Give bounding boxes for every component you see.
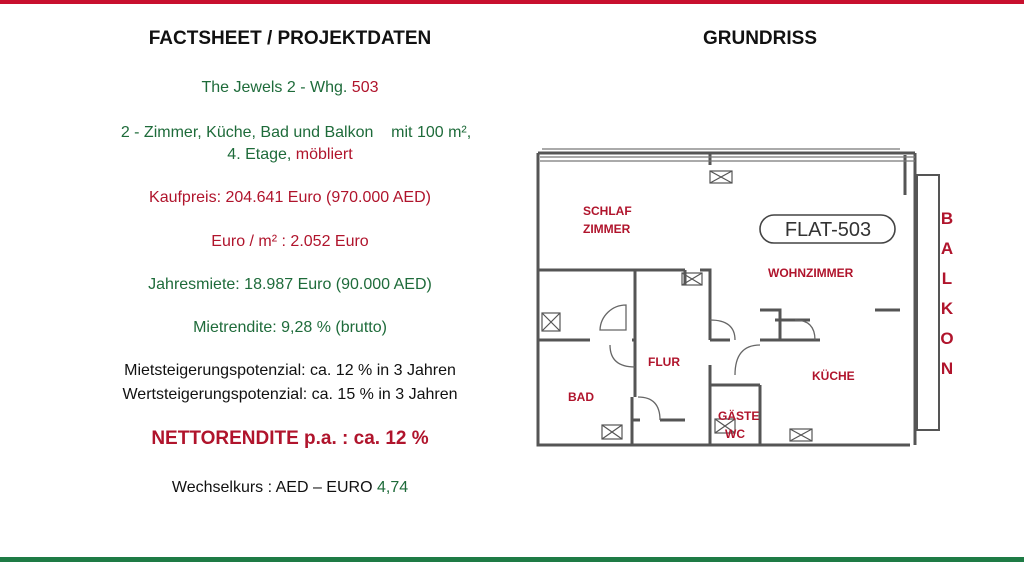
project-name: The Jewels 2 - Whg. [201,79,348,96]
balcony-letter: B [940,209,954,228]
balcony-frame [917,175,939,430]
net-yield: NETTORENDITE p.a. : ca. 12 % [151,428,429,449]
flat-label: FLAT-503 [784,219,872,241]
upper-partition [710,153,905,195]
door-swing [600,305,626,330]
balcony-letter: K [940,299,954,318]
balcony-letter: A [940,239,954,258]
balcony-letter: L [941,269,953,288]
exchange-rate-line [172,479,408,497]
exchange-rate-label: Wechselkurs : AED – EURO [171,479,377,496]
door-swing [710,320,735,340]
annual-rent: Jahresmiete: 18.987 Euro (90.000 AED) [148,276,432,293]
floorplan-title: GRUNDRISS [702,28,818,49]
kitchen-partition [760,310,900,340]
rental-yield: Mietrendite: 9,28 % (brutto) [193,319,387,336]
room-guest-1: GÄSTE [718,409,760,423]
purchase-price: Kaufpreis: 204.641 Euro (970.000 AED) [149,189,431,206]
rooms-line: 2 - Zimmer, Küche, Bad und Balkon mit 100 m², [120,124,472,141]
floor-line [227,146,352,164]
door-swing [638,397,660,420]
room-bath: BAD [568,390,594,404]
outer-wall [538,153,915,445]
balcony-letter: O [940,329,954,348]
room-bedroom-2: ZIMMER [583,222,631,236]
bath-wall [538,340,635,367]
floor-plan-drawing [520,135,990,455]
exchange-rate-value: 4,74 [376,479,409,496]
bedroom-wall [538,270,710,397]
furnished-text: möbliert [295,146,353,163]
floor-text: 4. Etage, [227,146,296,163]
room-corridor: FLUR [648,355,680,369]
room-living: WOHNZIMMER [768,266,854,280]
door-swing [610,345,635,367]
factsheet-title: FACTSHEET / PROJEKTDATEN [148,28,432,49]
bath-lower-wall [632,397,685,445]
balcony-letter: N [940,359,954,378]
door-swing [735,345,760,375]
door-swing [795,320,815,340]
rent-increase-potential: Mietsteigerungspotenzial: ca. 12 % in 3 Jahren [124,362,456,379]
project-unit: 503 [351,79,379,96]
room-guest-2: WC [725,427,745,441]
top-accent-bar [0,0,1024,4]
room-bedroom-1: SCHLAF [583,204,632,218]
value-increase-potential: Wertsteigerungspotenzial: ca. 15 % in 3 Jahren [122,386,458,403]
room-kitchen: KÜCHE [812,369,855,383]
bottom-accent-bar [0,557,1024,562]
floor-plan [520,135,990,455]
price-per-sqm: Euro / m² : 2.052 Euro [211,233,369,250]
project-line [202,79,379,97]
